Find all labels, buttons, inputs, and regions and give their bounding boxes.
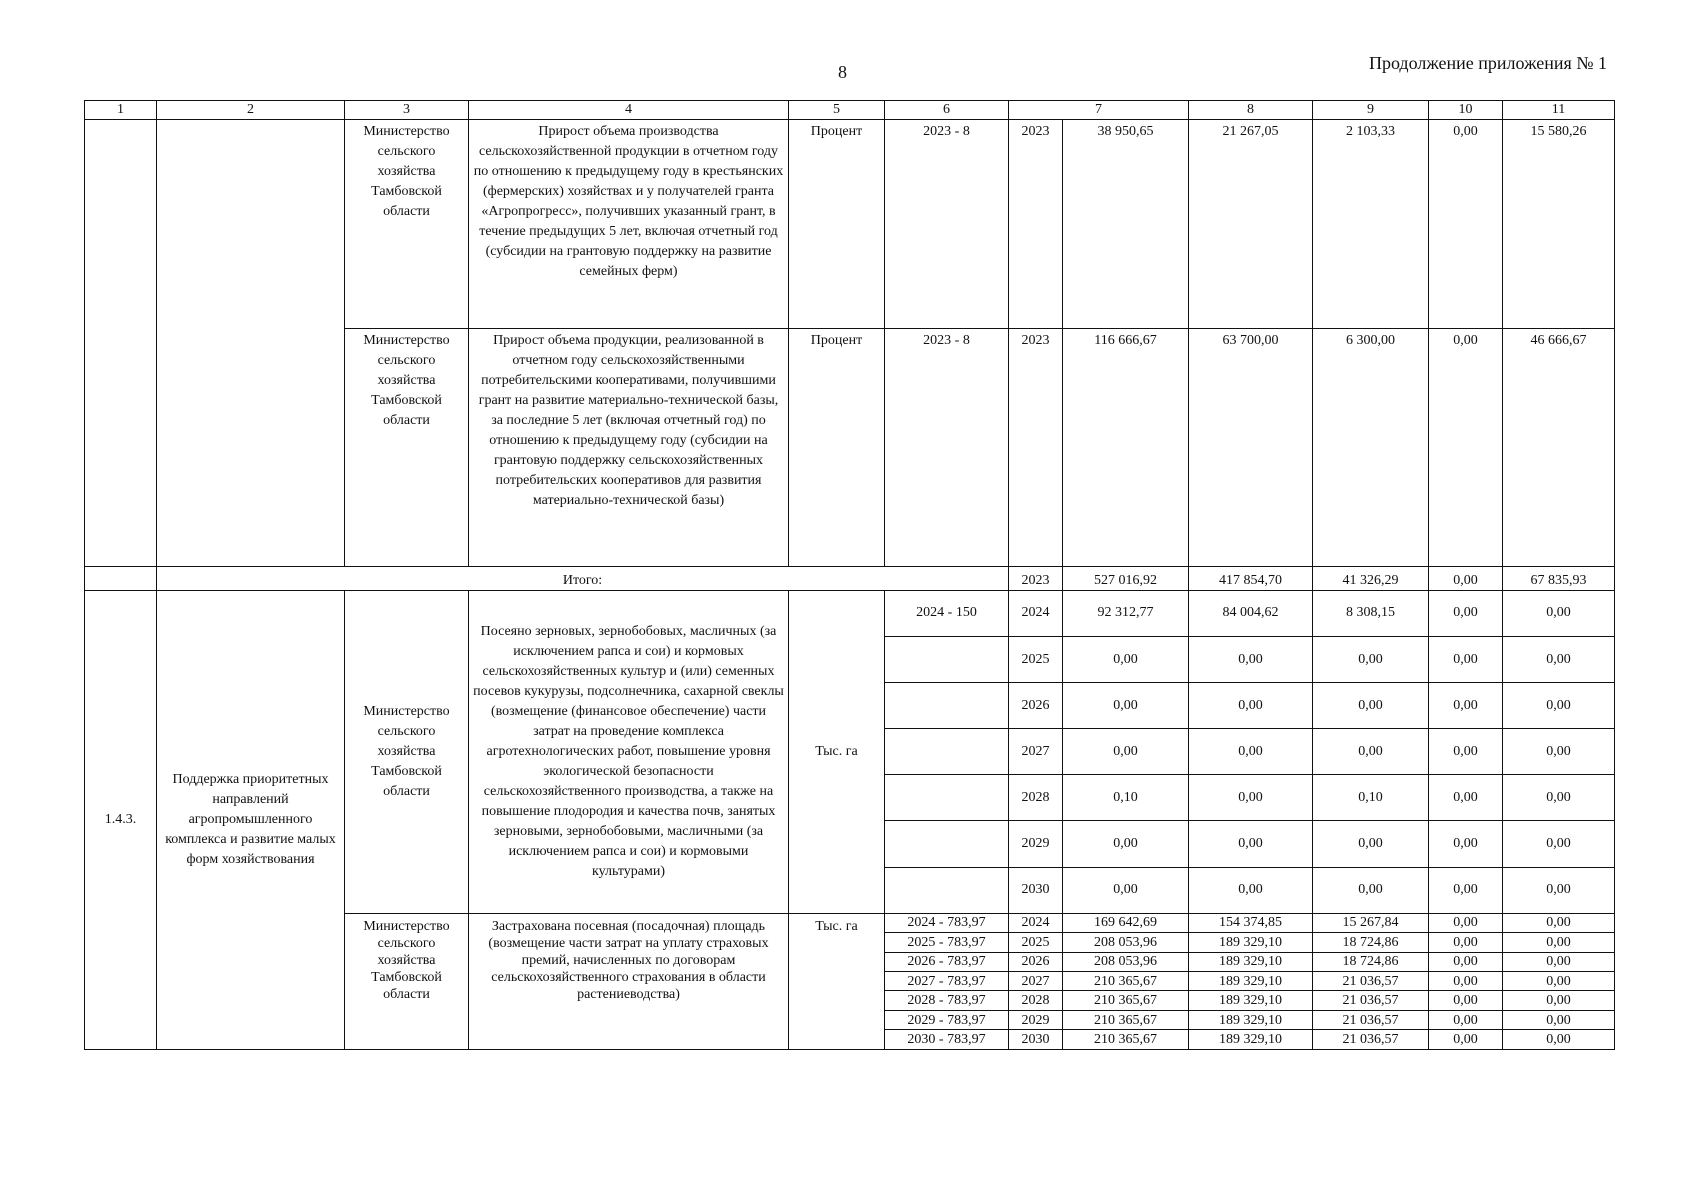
- value-cell: 210 365,67: [1063, 972, 1189, 991]
- value-cell: 6 300,00: [1313, 328, 1429, 567]
- value-cell: 189 329,10: [1189, 1030, 1313, 1050]
- value-cell: 41 326,29: [1313, 567, 1429, 591]
- value-cell: 189 329,10: [1189, 991, 1313, 1010]
- value-cell: 21 267,05: [1189, 120, 1313, 328]
- value-cell: 0,00: [1429, 821, 1503, 867]
- value-cell: 0,00: [1503, 821, 1615, 867]
- value-cell: 0,00: [1503, 590, 1615, 636]
- target-cell: 2024 - 150: [885, 590, 1009, 636]
- empty-cell: [885, 729, 1009, 775]
- value-cell: 0,00: [1429, 972, 1503, 991]
- unit-cell: Процент: [789, 328, 885, 567]
- value-cell: 0,00: [1313, 867, 1429, 913]
- value-cell: 0,00: [1063, 867, 1189, 913]
- value-cell: 0,00: [1189, 775, 1313, 821]
- target-cell: 2023 - 8: [885, 328, 1009, 567]
- ministry-cell: Министерство сельского хозяйства Тамбовской области: [345, 913, 469, 1049]
- value-cell: 0,00: [1503, 1030, 1615, 1050]
- year-cell: 2025: [1009, 636, 1063, 682]
- year-cell: 2024: [1009, 590, 1063, 636]
- value-cell: 0,00: [1503, 933, 1615, 952]
- value-cell: 0,00: [1503, 952, 1615, 971]
- empty-cell: [85, 120, 157, 567]
- value-cell: 18 724,86: [1313, 952, 1429, 971]
- value-cell: 0,00: [1429, 729, 1503, 775]
- value-cell: 210 365,67: [1063, 991, 1189, 1010]
- value-cell: 0,00: [1429, 775, 1503, 821]
- value-cell: 21 036,57: [1313, 972, 1429, 991]
- value-cell: 0,00: [1189, 683, 1313, 729]
- value-cell: 0,00: [1429, 120, 1503, 328]
- col-header: 6: [885, 101, 1009, 120]
- value-cell: 0,00: [1313, 821, 1429, 867]
- ministry-cell: Министерство сельского хозяйства Тамбовской области: [345, 120, 469, 328]
- value-cell: 0,00: [1503, 775, 1615, 821]
- value-cell: 21 036,57: [1313, 1030, 1429, 1050]
- col-header: 1: [85, 101, 157, 120]
- value-cell: 0,00: [1189, 867, 1313, 913]
- value-cell: 0,00: [1063, 636, 1189, 682]
- value-cell: 67 835,93: [1503, 567, 1615, 591]
- col-header: 3: [345, 101, 469, 120]
- unit-cell: Тыс. га: [789, 913, 885, 1049]
- col-header: 5: [789, 101, 885, 120]
- value-cell: 0,00: [1189, 636, 1313, 682]
- unit-cell: Тыс. га: [789, 590, 885, 913]
- value-cell: 0,00: [1503, 913, 1615, 932]
- value-cell: 0,00: [1503, 729, 1615, 775]
- value-cell: 0,00: [1063, 821, 1189, 867]
- year-cell: 2027: [1009, 729, 1063, 775]
- value-cell: 0,00: [1063, 683, 1189, 729]
- value-cell: 0,00: [1429, 590, 1503, 636]
- value-cell: 21 036,57: [1313, 1010, 1429, 1029]
- value-cell: 0,00: [1429, 933, 1503, 952]
- col-header: 4: [469, 101, 789, 120]
- value-cell: 0,00: [1503, 972, 1615, 991]
- value-cell: 84 004,62: [1189, 590, 1313, 636]
- value-cell: 38 950,65: [1063, 120, 1189, 328]
- year-cell: 2024: [1009, 913, 1063, 932]
- value-cell: 0,00: [1429, 1010, 1503, 1029]
- year-cell: 2027: [1009, 972, 1063, 991]
- value-cell: 0,00: [1429, 1030, 1503, 1050]
- value-cell: 116 666,67: [1063, 328, 1189, 567]
- value-cell: 189 329,10: [1189, 972, 1313, 991]
- empty-cell: [85, 567, 157, 591]
- col-header: 7: [1009, 101, 1189, 120]
- col-header: 8: [1189, 101, 1313, 120]
- value-cell: 63 700,00: [1189, 328, 1313, 567]
- value-cell: 0,00: [1313, 683, 1429, 729]
- year-cell: 2028: [1009, 991, 1063, 1010]
- total-row: [85, 567, 1615, 591]
- value-cell: 154 374,85: [1189, 913, 1313, 932]
- year-cell: 2023: [1009, 567, 1063, 591]
- value-cell: 92 312,77: [1063, 590, 1189, 636]
- value-cell: 0,00: [1429, 683, 1503, 729]
- year-cell: 2028: [1009, 775, 1063, 821]
- indicator-cell: Прирост объема продукции, реализованной в отчетном году сельскохозяйственными потребительскими кооперативами, получившими грант на развитие материально-технической базы, за последние 5 лет (включая отчетный год) по отношению к предыдущему году (субсидии на грантовую поддержку сельскохозяйственных потребительских кооперативов для развития материально-технической базы): [469, 328, 789, 567]
- year-cell: 2026: [1009, 683, 1063, 729]
- value-cell: 21 036,57: [1313, 991, 1429, 1010]
- year-cell: 2023: [1009, 328, 1063, 567]
- value-cell: 0,00: [1429, 913, 1503, 932]
- empty-cell: [157, 120, 345, 567]
- table-row: [85, 120, 1615, 328]
- value-cell: 0,00: [1503, 683, 1615, 729]
- empty-cell: [885, 867, 1009, 913]
- value-cell: 417 854,70: [1189, 567, 1313, 591]
- ministry-cell: Министерство сельского хозяйства Тамбовской области: [345, 590, 469, 913]
- value-cell: 15 580,26: [1503, 120, 1615, 328]
- annex-caption: Продолжение приложения № 1: [1368, 53, 1607, 73]
- ministry-cell: Министерство сельского хозяйства Тамбовской области: [345, 328, 469, 567]
- value-cell: 189 329,10: [1189, 1010, 1313, 1029]
- col-header: 10: [1429, 101, 1503, 120]
- value-cell: 189 329,10: [1189, 952, 1313, 971]
- value-cell: 0,00: [1429, 636, 1503, 682]
- value-cell: 0,00: [1503, 1010, 1615, 1029]
- indicator-cell: Застрахована посевная (посадочная) площадь (возмещение части затрат на уплату страховых премий, начисленных по договорам сельскохозяйственного страхования в области растениеводства): [469, 913, 789, 1049]
- year-cell: 2030: [1009, 1030, 1063, 1050]
- value-cell: 2 103,33: [1313, 120, 1429, 328]
- target-cell: 2024 - 783,97: [885, 913, 1009, 932]
- value-cell: 0,00: [1503, 636, 1615, 682]
- year-cell: 2029: [1009, 1010, 1063, 1029]
- value-cell: 189 329,10: [1189, 933, 1313, 952]
- section-number: 1.4.3.: [85, 590, 157, 1049]
- page-number: 8: [838, 62, 847, 82]
- value-cell: 527 016,92: [1063, 567, 1189, 591]
- column-numbers-row: [85, 101, 1615, 120]
- value-cell: 0,00: [1189, 821, 1313, 867]
- value-cell: 0,00: [1313, 729, 1429, 775]
- value-cell: 0,00: [1429, 867, 1503, 913]
- table-row: [85, 590, 1615, 636]
- col-header: 2: [157, 101, 345, 120]
- value-cell: 0,00: [1429, 567, 1503, 591]
- indicator-cell: Посеяно зерновых, зернобобовых, масличных (за исключением рапса и сои) и кормовых сельскохозяйственных культур и (или) семенных посевов кукурузы, подсолнечника, сахарной свеклы (возмещение (финансовое обеспечение) части затрат на проведение комплекса агротехнологических работ, повышение уровня экологической безопасности сельскохозяйственного производства, а также на повышение плодородия и качества почв, занятых зерновыми, зернобобовыми, масличными (за исключением рапса и сои) и кормовыми культурами): [469, 590, 789, 913]
- value-cell: 8 308,15: [1313, 590, 1429, 636]
- program-table: [84, 100, 1615, 1050]
- col-header: 9: [1313, 101, 1429, 120]
- target-cell: 2026 - 783,97: [885, 952, 1009, 971]
- unit-cell: Процент: [789, 120, 885, 328]
- value-cell: 0,00: [1503, 991, 1615, 1010]
- target-cell: 2025 - 783,97: [885, 933, 1009, 952]
- target-cell: 2029 - 783,97: [885, 1010, 1009, 1029]
- value-cell: 0,00: [1313, 636, 1429, 682]
- value-cell: 0,00: [1429, 991, 1503, 1010]
- empty-cell: [885, 775, 1009, 821]
- value-cell: 0,00: [1063, 729, 1189, 775]
- total-label: Итого:: [157, 567, 1009, 591]
- target-cell: 2027 - 783,97: [885, 972, 1009, 991]
- value-cell: 0,00: [1429, 328, 1503, 567]
- value-cell: 208 053,96: [1063, 933, 1189, 952]
- value-cell: 0,00: [1189, 729, 1313, 775]
- indicator-cell: Прирост объема производства сельскохозяйственной продукции в отчетном году по отношению к предыдущему году в крестьянских (фермерских) хозяйствах и у получателей гранта «Агропрогресс», получивших указанный грант, в течение предыдущих 5 лет, включая отчетный год (субсидии на грантовую поддержку на развитие семейных ферм): [469, 120, 789, 328]
- value-cell: 210 365,67: [1063, 1030, 1189, 1050]
- col-header: 11: [1503, 101, 1615, 120]
- value-cell: 169 642,69: [1063, 913, 1189, 932]
- year-cell: 2023: [1009, 120, 1063, 328]
- empty-cell: [885, 821, 1009, 867]
- value-cell: 15 267,84: [1313, 913, 1429, 932]
- value-cell: 208 053,96: [1063, 952, 1189, 971]
- value-cell: 0,10: [1063, 775, 1189, 821]
- target-cell: 2028 - 783,97: [885, 991, 1009, 1010]
- value-cell: 46 666,67: [1503, 328, 1615, 567]
- year-cell: 2030: [1009, 867, 1063, 913]
- target-cell: 2030 - 783,97: [885, 1030, 1009, 1050]
- value-cell: 0,10: [1313, 775, 1429, 821]
- value-cell: 18 724,86: [1313, 933, 1429, 952]
- value-cell: 0,00: [1429, 952, 1503, 971]
- target-cell: 2023 - 8: [885, 120, 1009, 328]
- section-name: Поддержка приоритетных направлений агропромышленного комплекса и развитие малых форм хозяйствования: [157, 590, 345, 1049]
- value-cell: 210 365,67: [1063, 1010, 1189, 1029]
- year-cell: 2029: [1009, 821, 1063, 867]
- year-cell: 2026: [1009, 952, 1063, 971]
- empty-cell: [885, 636, 1009, 682]
- value-cell: 0,00: [1503, 867, 1615, 913]
- year-cell: 2025: [1009, 933, 1063, 952]
- empty-cell: [885, 683, 1009, 729]
